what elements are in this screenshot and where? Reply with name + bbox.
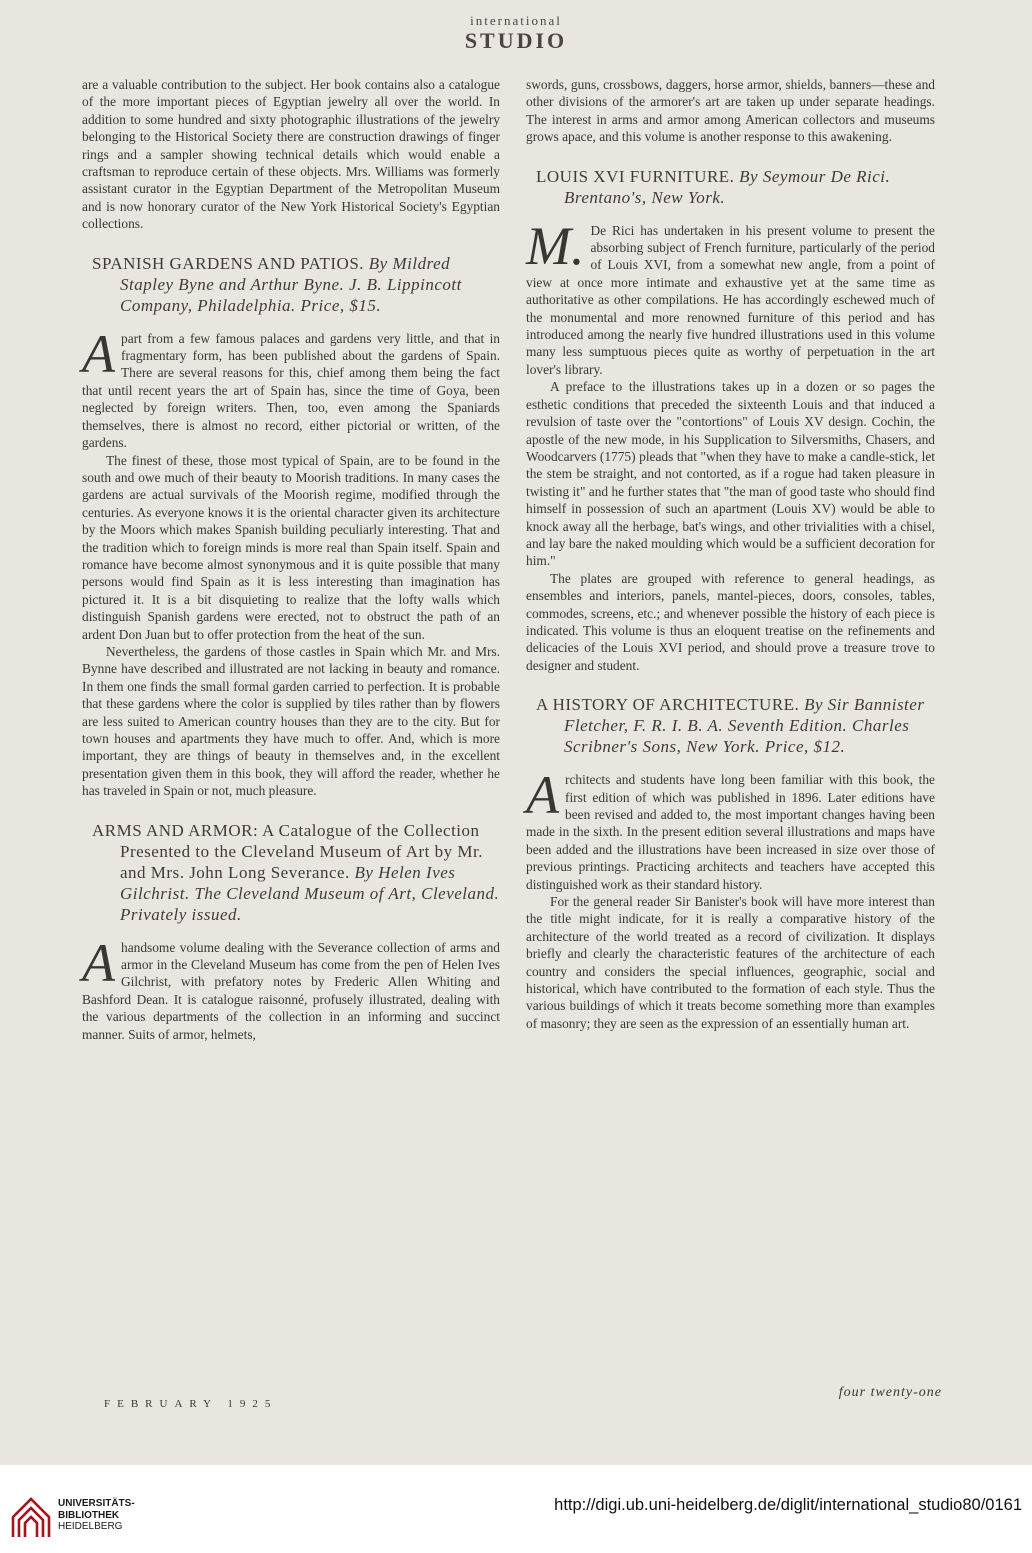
spanish-gardens-heading bbox=[92, 253, 500, 316]
university-library-logo-icon bbox=[10, 1496, 52, 1540]
history-architecture-heading bbox=[536, 694, 935, 757]
masthead bbox=[0, 14, 1032, 52]
spanish-gardens-byline: By Mildred Stapley Byne and Arthur Byne. J. B. Lippincott Company, Philadelphia. Price, $15. bbox=[120, 253, 462, 315]
louis-p3: The plates are grouped with reference to general headings, as ensembles and interiors, panels, mantel-pieces, doors, consoles, tables, commodes, screens, etc.; and whenever possible the history of each piece is indicated. This volume is thus an eloquent treatise on the refinements and delicacies of the Louis XVI period, and should prove a treasure trove to designer and student. bbox=[526, 570, 935, 673]
arms-armor-title: ARMS AND ARMOR: A Catalogue of the Collection Presented to the Cleveland Museum of Art by Mr. and Mrs. John Long Severance. bbox=[92, 820, 483, 882]
louis-xvi-heading bbox=[536, 166, 935, 208]
intro-paragraph: are a valuable contribution to the subject. Her book contains also a catalogue of the more important pieces of Egyptian jewelry all over the world. In addition to some hundred and sixty photographic illustrations of the jewelry belonging to the Historical Society there are construction drawings of finger rings and a sampler showing technical details which would enable a craftsman to reproduce certain of these objects. Mrs. Williams was formerly assistant curator in the Egyptian Department of the Metropolitan Museum and is now honorary curator of the New York Historical Society's Egyptian collections. bbox=[82, 77, 500, 232]
masthead-line-1: international bbox=[470, 13, 562, 28]
masthead-line-2: STUDIO bbox=[464, 28, 568, 53]
arms-armor-heading bbox=[92, 820, 500, 925]
spanish-p3: Nevertheless, the gardens of those castles in Spain which Mr. and Mrs. Bynne have described and illustrated are not lacking in beauty and romance. In them one finds the small formal garden carried to perfection. It is probable that these gardens where the color is supplied by tiles rather than by flowers are less suited to American country houses than they are to the city. But for town houses and apartments they have much to offer. And, which is more important, they are things of beauty in themselves and, in the excellent presentation given them in this book, they will afford the reader, whether he has traveled in Spain or not, much pleasure. bbox=[82, 643, 500, 799]
dropcap-a: A bbox=[526, 765, 559, 826]
library-name bbox=[58, 1498, 135, 1533]
spanish-gardens-title: SPANISH GARDENS AND PATIOS. bbox=[92, 253, 365, 273]
dropcap-a: A bbox=[82, 932, 115, 993]
source-url-link[interactable]: http://digi.ub.uni-heidelberg.de/diglit/international_studio80/0161 bbox=[554, 1496, 1022, 1514]
arms-p1: Ahandsome volume dealing with the Severance collection of arms and armor in the Cleveland Museum has come from the pen of Helen Ives Gilchrist, with prefatory notes by Frederic Allen Whiting and Bashford Dean. It is catalogue raisonné, profusely illustrated, dealing with the various departments of the collection in an informing and succinct manner. Suits of armor, helmets, bbox=[82, 932, 500, 1042]
louis-p2: A preface to the illustrations takes up in a dozen or so pages the esthetic conditions that preceded the sixteenth Louis and that induced a revulsion of taste over the "contortions" of Louis XV design. Cochin, the apostle of the new mode, in his Supplication to Silversmiths, Chasers, and Woodcarvers (1775) pleads that "when they have to make a candle-stick, let the stem be straight, and not contorted, as if a rogue had taken pleasure in twisting it" and he further states that "the man of good taste who should find himself in possession of such an apartment (Louis XV) would be able to knock away all the herbage, bat's wings, and other trivialities with a chisel, and lay bare the naked moulding which would be a sufficient decoration for him." bbox=[526, 379, 935, 569]
louis-xvi-byline: By Seymour De Rici. Brentano's, New York. bbox=[564, 166, 891, 207]
footer-page-number: four twenty-one bbox=[838, 1385, 942, 1400]
left-column bbox=[82, 76, 500, 1043]
spanish-p2: The finest of these, those most typical of Spain, are to be found in the south and owe much of their beauty to Moorish traditions. In many cases the gardens are actual survivals of the Moorish regime, modified through the centuries. As everyone knows it is the oriental character given its architecture by the Moors which makes Spanish building peculiarly interesting. That and the tradition which to foreign minds is more real than Spain itself. Spain and romance have become almost synonymous and it is quite possible that many persons would find Spain as it is less interesting than imagination has pictured it. It is a bit disquieting to realize that the lofty walls which distinguish Spanish gardens were erected, not to obstruct the path of an ardent Don Juan but to offer protection from the heat of the sun. bbox=[82, 452, 500, 642]
right-column bbox=[526, 76, 935, 1032]
library-name-line-1: UNIVERSITÄTS- bbox=[58, 1498, 135, 1509]
arms-continued-paragraph: swords, guns, crossbows, daggers, horse armor, shields, banners—these and other divisions of the armorer's art are taken up under separate headings. The interest in arms and armor among American collectors and museums grows apace, and this volume is another response to this awakening. bbox=[526, 77, 935, 145]
spanish-p1: Apart from a few famous palaces and gardens very little, and that in fragmentary form, has been published about the gardens of Spain. There are several reasons for this, chief among them being the fact that until recent years the art of Spain has, since the time of Goya, been neglected by foreign writers. Then, too, even among the Spaniards themselves, there is almost no record, either pictorial or written, of the gardens. bbox=[82, 323, 500, 451]
history-architecture-title: A HISTORY OF ARCHITECTURE. bbox=[536, 695, 800, 715]
library-name-line-3: HEIDELBERG bbox=[58, 1521, 123, 1532]
arms-armor-byline: By Helen Ives Gilchrist. The Cleveland Museum of Art, Cleveland. Privately issued. bbox=[120, 862, 500, 924]
louis-p1: M. De Rici has undertaken in his present volume to present the absorbing subject of French furniture, particularly of the period of Louis XVI, from a somewhat new angle, from a point of view at once more intimate and exhaustive yet at the same time as authoritative as other compilations. He has accordingly eschewed much of the monumental and more renowned furniture of this period and has introduced among the nearly five hundred illustrations used in this volume many less sumptuous pieces quite as worthy of perpetuation in the art lover's library. bbox=[526, 215, 935, 377]
footer-month: FEBRUARY 1925 bbox=[104, 1398, 278, 1410]
history-architecture-byline: By Sir Bannister Fletcher, F. R. I. B. A. Seventh Edition. Charles Scribner's Sons, New York. Price, $12. bbox=[564, 695, 925, 757]
dropcap-m: M. bbox=[526, 215, 585, 276]
history-p2: For the general reader Sir Banister's book will have more interest than the title might indicate, for it is really a comparative history of the architecture of the world treated as a record of civilization. It displays briefly and clearly the characteristic features of the architecture of each country and considers the special influences, geographic, social and historical, which have contributed to the formation of each style. Thus the various buildings of which it treats become something more than examples of masonry; they are seen as the expression of an essentially human art. bbox=[526, 894, 935, 1031]
library-name-line-2: BIBLIOTHEK bbox=[58, 1509, 120, 1521]
history-p1: Architects and students have long been familiar with this book, the first edition of which was published in 1896. Later editions have been revised and added to, the most important changes having been made in the sixth. In the present edition several illustrations and maps have been added and the illustrations have been increased in size over those of previous printings. Practicing architects and teachers have accepted this distinguished work as their standard history. bbox=[526, 765, 935, 892]
dropcap-a: A bbox=[82, 323, 115, 384]
louis-xvi-title: LOUIS XVI FURNITURE. bbox=[536, 166, 735, 186]
